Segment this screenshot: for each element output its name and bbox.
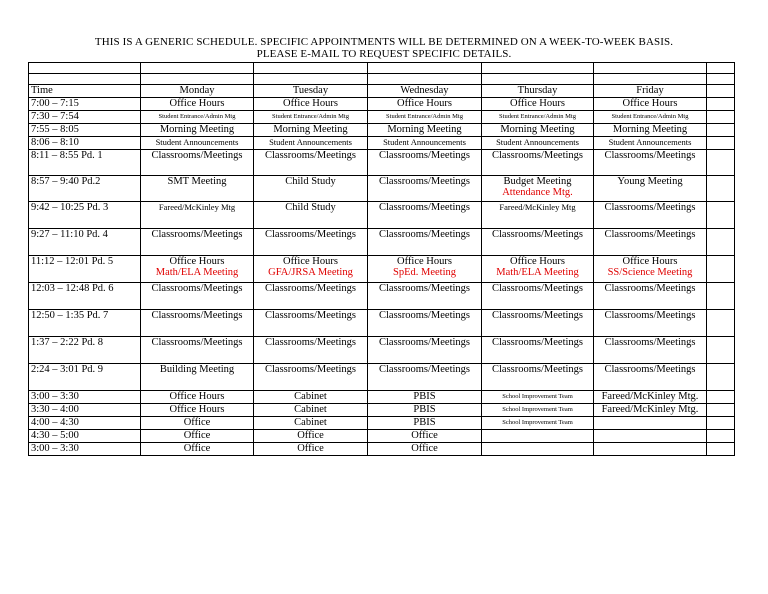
cell-wednesday <box>368 391 482 404</box>
cell-text: Classrooms/Meetings <box>492 310 583 321</box>
cell-text: Classrooms/Meetings <box>151 283 243 294</box>
cell-text: 3:30 – 4:00 <box>31 404 79 415</box>
cell-monday <box>141 256 254 283</box>
header-line-1: THIS IS A GENERIC SCHEDULE. SPECIFIC APPOINTMENTS WILL BE DETERMINED ON A WEEK-TO-WEEK BASIS. <box>94 36 674 48</box>
cell-tuesday <box>254 337 368 364</box>
cell-time <box>29 229 141 256</box>
blank-cell <box>707 202 735 229</box>
blank-cell <box>707 137 735 150</box>
cell-text: Office <box>183 443 211 454</box>
cell-text: Classrooms/Meetings <box>379 337 470 348</box>
cell-monday <box>141 202 254 229</box>
schedule-row <box>29 256 735 283</box>
cell-monday <box>141 443 254 456</box>
cell-text: Office Hours <box>283 98 338 109</box>
cell-text: 4:00 – 4:30 <box>31 417 79 428</box>
blank-cell <box>707 364 735 391</box>
cell-time <box>29 98 141 111</box>
cell-text: Office Hours <box>169 404 225 415</box>
cell-text: Classrooms/Meetings <box>379 229 470 240</box>
cell-text: Office <box>411 430 438 441</box>
cell-wednesday <box>368 417 482 430</box>
blank-cell <box>594 74 707 85</box>
blank-cell <box>29 74 141 85</box>
cell-monday <box>141 430 254 443</box>
blank-cell <box>707 417 735 430</box>
cell-tuesday <box>254 417 368 430</box>
blank-cell <box>368 63 482 74</box>
cell-text: Student Entrance/Admin Mtg <box>272 113 349 120</box>
cell-friday <box>594 391 707 404</box>
cell-text: Student Entrance/Admin Mtg <box>386 113 463 120</box>
cell-text: Classrooms/Meetings <box>151 310 243 321</box>
cell-thursday <box>482 229 594 256</box>
cell-text: Office <box>183 417 211 428</box>
cell-text: Classrooms/Meetings <box>265 229 356 240</box>
cell-text: 8:57 – 9:40 Pd.2 <box>31 176 101 187</box>
cell-text: PBIS <box>413 391 436 402</box>
cell-text: Classrooms/Meetings <box>379 283 470 294</box>
cell-text: 7:30 – 7:54 <box>31 111 79 122</box>
blank-cell <box>141 74 254 85</box>
schedule-header <box>0 36 768 60</box>
blank-cell <box>707 283 735 310</box>
blank-cell <box>141 63 254 74</box>
cell-text: Classrooms/Meetings <box>265 150 356 161</box>
schedule-row <box>29 391 735 404</box>
column-header-monday: Monday <box>141 85 254 98</box>
cell-thursday <box>482 176 594 202</box>
cell-thursday <box>482 443 594 456</box>
cell-thursday <box>482 337 594 364</box>
cell-tuesday <box>254 137 368 150</box>
cell-thursday <box>482 202 594 229</box>
cell-time <box>29 124 141 137</box>
cell-text: Cabinet <box>294 391 327 402</box>
cell-text: Classrooms/Meetings <box>379 310 470 321</box>
cell-text: Classrooms/Meetings <box>379 202 470 213</box>
schedule-row <box>29 404 735 417</box>
blank-cell <box>707 74 735 85</box>
cell-text: Classrooms/Meetings <box>604 364 696 375</box>
schedule-row <box>29 229 735 256</box>
blank-cell <box>254 74 368 85</box>
cell-monday <box>141 98 254 111</box>
cell-text: School Improvement Team <box>502 419 573 426</box>
blank-cell <box>707 85 735 98</box>
cell-text: Office Hours <box>510 98 565 109</box>
cell-text: School Improvement Team <box>502 406 573 413</box>
cell-text: Cabinet <box>294 417 327 428</box>
cell-text: Classrooms/Meetings <box>379 364 470 375</box>
cell-friday <box>594 150 707 176</box>
schedule-row <box>29 443 735 456</box>
cell-thursday <box>482 124 594 137</box>
schedule-row <box>29 137 735 150</box>
cell-friday <box>594 229 707 256</box>
cell-text: Student Entrance/Admin Mtg <box>158 113 236 120</box>
schedule-row <box>29 364 735 391</box>
cell-text: Classrooms/Meetings <box>492 229 583 240</box>
cell-wednesday <box>368 111 482 124</box>
cell-text: 8:06 – 8:10 <box>31 137 79 148</box>
cell-time <box>29 430 141 443</box>
cell-monday <box>141 137 254 150</box>
blank-cell <box>707 111 735 124</box>
cell-text: SMT Meeting <box>167 176 227 187</box>
cell-tuesday <box>254 150 368 176</box>
blank-cell <box>707 337 735 364</box>
cell-time <box>29 364 141 391</box>
cell-text: Office Hours <box>169 391 225 402</box>
cell-text: 3:00 – 3:30 <box>31 391 79 402</box>
blank-cell <box>707 404 735 417</box>
column-header-wednesday: Wednesday <box>368 85 482 98</box>
cell-time <box>29 202 141 229</box>
cell-friday <box>594 137 707 150</box>
cell-monday <box>141 111 254 124</box>
cell-text: Classrooms/Meetings <box>151 150 243 161</box>
cell-wednesday <box>368 283 482 310</box>
blank-cell <box>368 74 482 85</box>
cell-thursday <box>482 310 594 337</box>
cell-text: Fareed/McKinley Mtg <box>158 202 236 212</box>
cell-text: Classrooms/Meetings <box>492 364 583 375</box>
cell-text: Office Hours <box>622 256 678 267</box>
cell-monday <box>141 229 254 256</box>
schedule-row <box>29 430 735 443</box>
cell-thursday <box>482 430 594 443</box>
cell-friday <box>594 176 707 202</box>
cell-wednesday <box>368 176 482 202</box>
cell-tuesday <box>254 404 368 417</box>
cell-tuesday <box>254 443 368 456</box>
cell-text: Morning Meeting <box>273 124 348 135</box>
cell-time <box>29 150 141 176</box>
column-header-friday: Friday <box>594 85 707 98</box>
cell-text: Morning Meeting <box>159 124 235 135</box>
cell-wednesday <box>368 430 482 443</box>
cell-text: Classrooms/Meetings <box>604 150 696 161</box>
cell-text: 1:37 – 2:22 Pd. 8 <box>31 337 104 348</box>
blank-cell <box>707 443 735 456</box>
schedule-row <box>29 310 735 337</box>
cell-meeting-note: Attendance Mtg. <box>502 187 573 198</box>
cell-text: Office Hours <box>283 256 338 267</box>
cell-text: Classrooms/Meetings <box>604 202 696 213</box>
cell-wednesday <box>368 150 482 176</box>
cell-text: Student Announcements <box>608 137 692 147</box>
cell-monday <box>141 124 254 137</box>
cell-time <box>29 404 141 417</box>
cell-text: Building Meeting <box>159 364 235 375</box>
cell-text: Classrooms/Meetings <box>492 150 583 161</box>
schedule-row <box>29 98 735 111</box>
cell-tuesday <box>254 391 368 404</box>
cell-tuesday <box>254 430 368 443</box>
cell-text: Fareed/McKinley Mtg <box>499 202 576 212</box>
cell-tuesday <box>254 310 368 337</box>
cell-text: Classrooms/Meetings <box>604 229 696 240</box>
cell-wednesday <box>368 310 482 337</box>
cell-text: Office <box>411 443 438 454</box>
schedule-row <box>29 176 735 202</box>
cell-monday <box>141 283 254 310</box>
cell-text: Student Entrance/Admin Mtg <box>611 113 689 120</box>
cell-text: 12:03 – 12:48 Pd. 6 <box>31 283 114 294</box>
cell-monday <box>141 404 254 417</box>
cell-friday <box>594 404 707 417</box>
schedule-table <box>28 62 735 456</box>
cell-friday <box>594 256 707 283</box>
cell-tuesday <box>254 98 368 111</box>
cell-text: Office <box>297 443 324 454</box>
cell-friday <box>594 283 707 310</box>
cell-time <box>29 310 141 337</box>
schedule-row <box>29 283 735 310</box>
cell-time <box>29 283 141 310</box>
cell-time <box>29 443 141 456</box>
cell-wednesday <box>368 256 482 283</box>
cell-friday <box>594 364 707 391</box>
cell-meeting-note: Math/ELA Meeting <box>496 267 579 278</box>
cell-wednesday <box>368 124 482 137</box>
blank-cell <box>707 176 735 202</box>
cell-text: 8:11 – 8:55 Pd. 1 <box>31 150 103 161</box>
cell-friday <box>594 111 707 124</box>
cell-text: Office <box>297 430 324 441</box>
blank-cell <box>707 150 735 176</box>
cell-time <box>29 337 141 364</box>
cell-thursday <box>482 283 594 310</box>
cell-monday <box>141 391 254 404</box>
cell-text: PBIS <box>413 417 436 428</box>
cell-thursday <box>482 256 594 283</box>
schedule-body <box>29 63 735 456</box>
cell-text: Fareed/McKinley Mtg. <box>601 391 699 402</box>
cell-wednesday <box>368 443 482 456</box>
schedule-row <box>29 124 735 137</box>
cell-time <box>29 176 141 202</box>
cell-text: 9:42 – 10:25 Pd. 3 <box>31 202 109 213</box>
cell-text: Classrooms/Meetings <box>265 364 356 375</box>
blank-cell <box>707 229 735 256</box>
cell-text: Cabinet <box>294 404 327 415</box>
blank-cell <box>707 98 735 111</box>
column-header-thursday: Thursday <box>482 85 594 98</box>
header-row <box>29 85 735 98</box>
cell-monday <box>141 337 254 364</box>
cell-meeting-note: Math/ELA Meeting <box>155 267 239 278</box>
blank-cell <box>594 63 707 74</box>
cell-tuesday <box>254 124 368 137</box>
cell-meeting-note: GFA/JRSA Meeting <box>268 267 353 278</box>
blank-cell <box>29 63 141 74</box>
cell-text: 7:00 – 7:15 <box>31 98 79 109</box>
cell-text: Classrooms/Meetings <box>151 229 243 240</box>
cell-text: Child Study <box>285 176 336 187</box>
cell-thursday <box>482 98 594 111</box>
cell-text: PBIS <box>413 404 436 415</box>
cell-text: Budget Meeting <box>503 176 572 187</box>
cell-text: Classrooms/Meetings <box>492 337 583 348</box>
column-header-time: Time <box>29 85 141 98</box>
cell-text: Student Announcements <box>496 137 579 147</box>
cell-friday <box>594 202 707 229</box>
cell-text: Classrooms/Meetings <box>604 310 696 321</box>
blank-cell <box>707 256 735 283</box>
cell-text: Classrooms/Meetings <box>379 176 470 187</box>
cell-text: 11:12 – 12:01 Pd. 5 <box>31 256 114 267</box>
cell-thursday <box>482 391 594 404</box>
cell-text: Office Hours <box>397 256 452 267</box>
cell-time <box>29 137 141 150</box>
cell-meeting-note: SS/Science Meeting <box>607 267 693 278</box>
cell-text: 9:27 – 11:10 Pd. 4 <box>31 229 108 240</box>
cell-text: Classrooms/Meetings <box>492 283 583 294</box>
cell-friday <box>594 124 707 137</box>
cell-monday <box>141 364 254 391</box>
cell-text: Office <box>183 430 211 441</box>
cell-text: Fareed/McKinley Mtg. <box>601 404 699 415</box>
cell-text: Office Hours <box>397 98 452 109</box>
blank-cell <box>707 124 735 137</box>
cell-time <box>29 111 141 124</box>
cell-meeting-note: SpEd. Meeting <box>393 267 456 278</box>
blank-cell <box>707 63 735 74</box>
blank-row <box>29 63 735 74</box>
cell-text: Student Announcements <box>155 137 239 147</box>
cell-text: Office Hours <box>622 98 678 109</box>
cell-text: Morning Meeting <box>387 124 462 135</box>
cell-monday <box>141 417 254 430</box>
cell-friday <box>594 430 707 443</box>
cell-friday <box>594 98 707 111</box>
cell-time <box>29 256 141 283</box>
cell-text: 7:55 – 8:05 <box>31 124 79 135</box>
blank-cell <box>482 74 594 85</box>
cell-wednesday <box>368 337 482 364</box>
cell-text: Classrooms/Meetings <box>265 310 356 321</box>
blank-cell <box>707 391 735 404</box>
cell-text: Young Meeting <box>617 176 683 187</box>
schedule-row <box>29 111 735 124</box>
blank-cell <box>707 310 735 337</box>
blank-row <box>29 74 735 85</box>
cell-text: 12:50 – 1:35 Pd. 7 <box>31 310 109 321</box>
cell-friday <box>594 417 707 430</box>
cell-tuesday <box>254 256 368 283</box>
cell-text: Student Announcements <box>269 137 352 147</box>
cell-thursday <box>482 417 594 430</box>
cell-friday <box>594 310 707 337</box>
cell-monday <box>141 150 254 176</box>
cell-wednesday <box>368 229 482 256</box>
schedule-row <box>29 417 735 430</box>
blank-cell <box>254 63 368 74</box>
cell-thursday <box>482 404 594 417</box>
cell-text: Classrooms/Meetings <box>379 150 470 161</box>
cell-text: Student Announcements <box>383 137 466 147</box>
cell-text: Student Entrance/Admin Mtg <box>499 113 576 120</box>
cell-text: Classrooms/Meetings <box>604 337 696 348</box>
cell-time <box>29 391 141 404</box>
cell-tuesday <box>254 176 368 202</box>
cell-tuesday <box>254 202 368 229</box>
cell-thursday <box>482 137 594 150</box>
cell-text: 4:30 – 5:00 <box>31 430 79 441</box>
cell-text: Office Hours <box>510 256 565 267</box>
schedule-row <box>29 150 735 176</box>
header-line-2: PLEASE E-MAIL TO REQUEST SPECIFIC DETAILS. <box>256 48 512 60</box>
cell-time <box>29 417 141 430</box>
cell-tuesday <box>254 283 368 310</box>
blank-cell <box>707 430 735 443</box>
cell-text: Classrooms/Meetings <box>151 337 243 348</box>
cell-text: Classrooms/Meetings <box>265 283 356 294</box>
cell-thursday <box>482 111 594 124</box>
cell-monday <box>141 310 254 337</box>
cell-wednesday <box>368 98 482 111</box>
cell-text: School Improvement Team <box>502 393 573 400</box>
cell-friday <box>594 337 707 364</box>
cell-text: Morning Meeting <box>500 124 575 135</box>
cell-text: Child Study <box>285 202 336 213</box>
cell-wednesday <box>368 137 482 150</box>
cell-monday <box>141 176 254 202</box>
cell-text: Classrooms/Meetings <box>265 337 356 348</box>
column-header-tuesday: Tuesday <box>254 85 368 98</box>
cell-text: 2:24 – 3:01 Pd. 9 <box>31 364 104 375</box>
cell-thursday <box>482 364 594 391</box>
blank-cell <box>482 63 594 74</box>
cell-tuesday <box>254 111 368 124</box>
cell-text: Office Hours <box>169 256 225 267</box>
cell-text: Classrooms/Meetings <box>604 283 696 294</box>
cell-thursday <box>482 150 594 176</box>
cell-wednesday <box>368 404 482 417</box>
cell-text: Morning Meeting <box>612 124 688 135</box>
schedule-row <box>29 202 735 229</box>
cell-text: Office Hours <box>169 98 225 109</box>
cell-wednesday <box>368 202 482 229</box>
schedule-row <box>29 337 735 364</box>
cell-tuesday <box>254 229 368 256</box>
cell-friday <box>594 443 707 456</box>
cell-text: 3:00 – 3:30 <box>31 443 79 454</box>
cell-tuesday <box>254 364 368 391</box>
cell-wednesday <box>368 364 482 391</box>
